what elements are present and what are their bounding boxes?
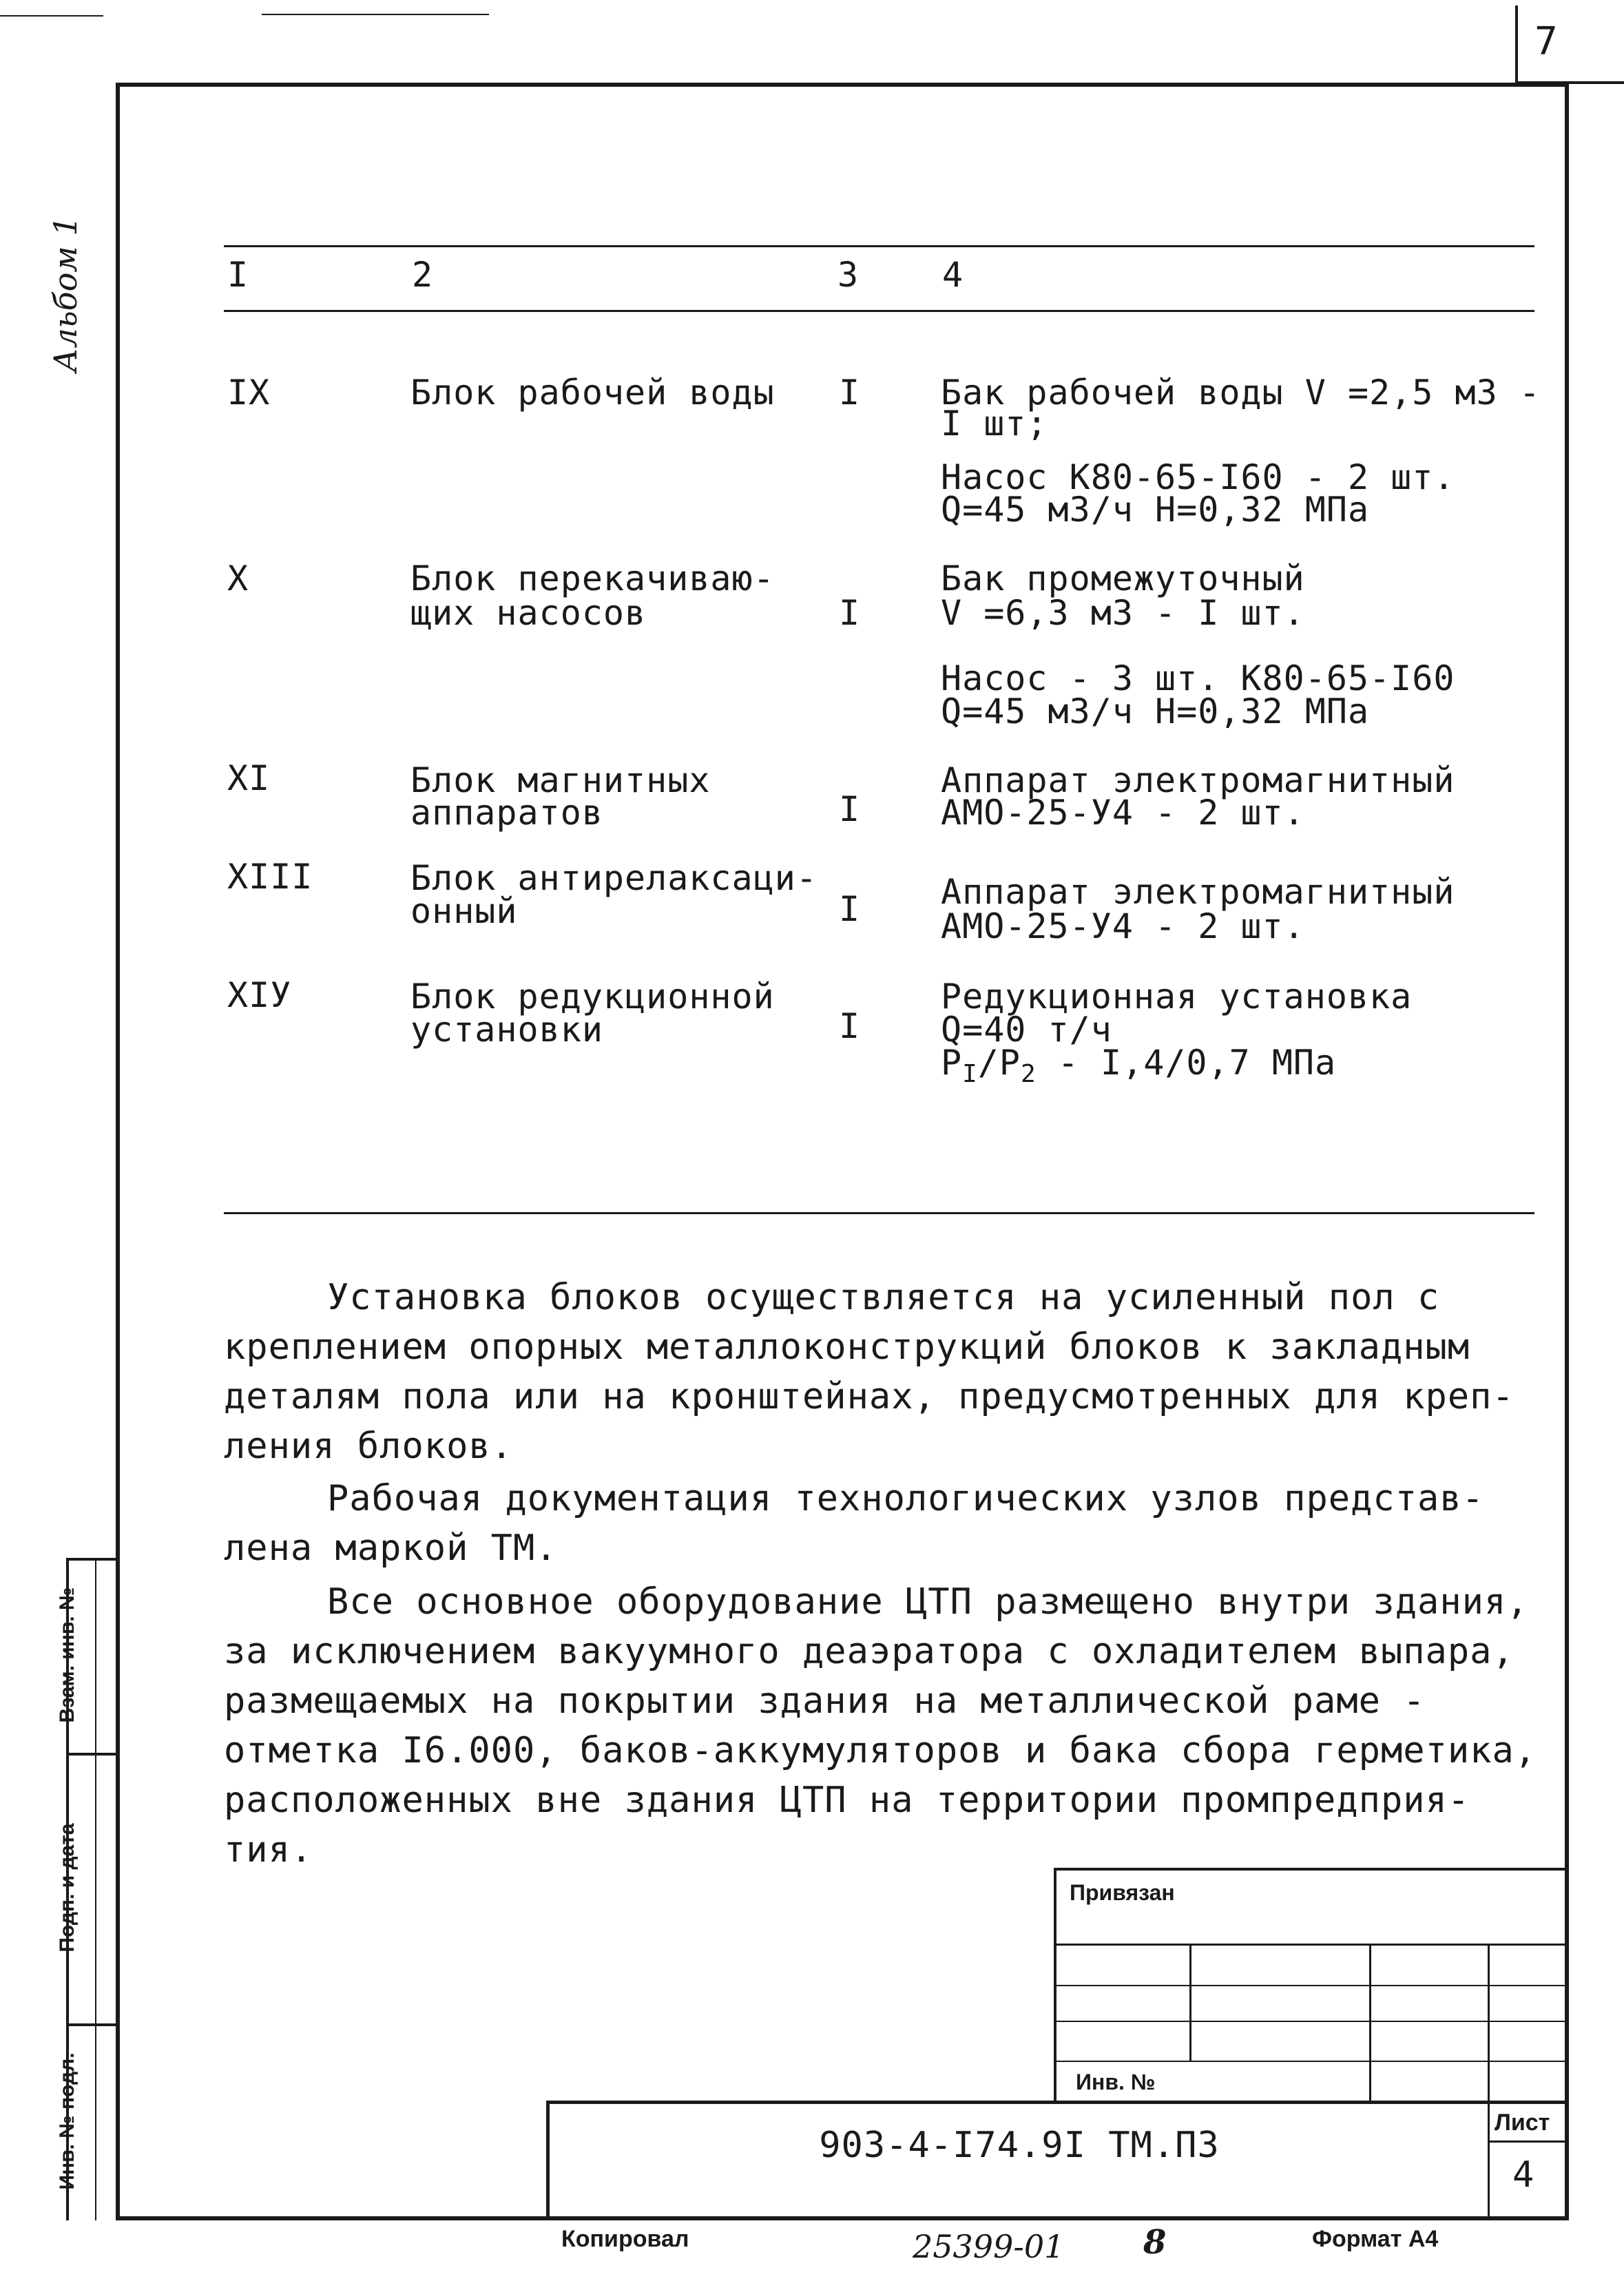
para-line: Все основное оборудование ЦТП размещено внутри здания, [327,1581,1529,1623]
footer-copied: Копировал [561,2226,689,2252]
scan-mark [0,15,103,17]
side-strip-divider [66,1753,118,1756]
row-qty: I [839,1006,861,1046]
row-spec: Насос - 3 шт. К80-65-I60 [941,658,1455,698]
para-line: деталям пола или на кронштейнах, предусмотренных для креп- [224,1376,1514,1417]
row-spec: Q=45 м3/ч Н=0,32 МПа [941,490,1370,530]
row-spec: Бак рабочей воды V =2,5 м3 - [941,373,1541,413]
row-name: Блок рабочей воды [410,373,775,413]
side-label-vzam: Взам. инв. № [56,1587,79,1723]
corner-box-left [1515,6,1518,85]
col-header-4: 4 [942,255,964,295]
frame-bottom [116,2216,1569,2220]
document-code: 903-4-I74.9I ТМ.ПЗ [819,2125,1220,2166]
footer-copy-number: 25399-01 [913,2228,1065,2265]
row-spec: V =6,3 м3 - I шт. [941,593,1305,633]
row-number: IX [227,373,271,413]
tb-row [1054,1944,1569,1946]
row-spec: АМО-25-У4 - 2 шт. [941,906,1305,946]
tb-col [1189,1944,1191,2062]
row-name: Блок редукционной [410,977,775,1017]
paragraph-1 [224,1273,1514,1471]
album-note: Альбом 1 [47,216,84,373]
row-spec-pressure: $Р_I/Р_2 - I,4/0,7$ МПа [941,1043,1337,1088]
para-line: креплением опорных металлоконструкций блоков к закладным [224,1326,1470,1368]
row-spec: Q=40 т/ч [941,1010,1112,1050]
row-spec: Аппарат электромагнитный [941,760,1455,800]
frame-right [1565,83,1569,2219]
col-header-1: I [227,255,249,295]
table-top-rule [224,245,1534,247]
paragraph-3 [224,1577,1537,1875]
tb-row [1054,2021,1569,2022]
para-line: Установка блоков осуществляется на усиленный пол с [327,1277,1440,1318]
row-name: Блок перекачиваю- [410,559,775,598]
side-strip-inner [95,1558,96,2220]
row-spec: Бак промежуточный [941,559,1305,598]
footer-format: Формат А4 [1312,2226,1439,2252]
inv-no-label: Инв. № [1076,2070,1156,2094]
row-qty: I [839,889,861,929]
sheet-box-divider [1488,2141,1569,2143]
tb-col [1488,1944,1490,2219]
row-number: XIII [227,857,313,897]
row-spec: I шт; [941,404,1048,444]
para-line: тия. [224,1829,313,1871]
para-line: расположенных вне здания ЦТП на территории промпредприя- [224,1780,1470,1821]
side-label-podp: Подп. и дата [56,1823,79,1952]
table-bottom-rule [224,1212,1534,1214]
table-header-rule [224,310,1534,312]
para-line: за исключением вакуумного деаэратора с охладителем выпара, [224,1631,1514,1672]
row-spec: АМО-25-У4 - 2 шт. [941,793,1305,833]
row-name: установки [410,1010,603,1050]
corner-sheet-number: 7 [1534,19,1559,64]
row-number: X [227,559,249,598]
row-spec: Насос К80-65-I60 - 2 шт. [941,457,1455,497]
sheet-number: 4 [1512,2154,1535,2196]
row-spec: Q=45 м3/ч Н=0,32 МПа [941,691,1370,731]
paragraph-2 [224,1474,1484,1573]
row-spec: Редукционная установка [941,977,1413,1017]
frame-left [116,83,120,2219]
side-strip-top [66,1558,118,1561]
row-name: онный [410,891,518,931]
para-line: отметка I6.000, баков-аккумуляторов и бака сбора герметика, [224,1730,1537,1771]
code-box-left [546,2101,550,2219]
row-qty: I [839,593,861,633]
tb-col [1369,1944,1371,2102]
row-name: аппаратов [410,793,603,833]
tb-top [1054,1868,1569,1871]
col-header-2: 2 [412,255,434,295]
footer-copy-page: 8 [1143,2223,1167,2262]
row-qty: I [839,373,861,413]
para-line: ления блоков. [224,1426,513,1467]
para-line: размещаемых на покрытии здания на металлической раме - [224,1680,1426,1722]
row-qty: I [839,789,861,829]
row-number: XI [227,758,271,798]
row-spec: Аппарат электромагнитный [941,872,1455,912]
side-label-inv-podl: Инв. № подл. [56,2052,79,2190]
para-line: лена маркой ТМ. [224,1528,558,1569]
privyazan-label: Привязан [1070,1880,1175,1905]
row-number: XIУ [227,975,292,1015]
frame-top [116,83,1569,87]
code-box-top [546,2101,1569,2104]
scan-mark [262,14,489,15]
row-name: Блок антирелаксаци- [410,858,818,898]
col-header-3: 3 [837,255,860,295]
row-name: щих насосов [410,593,647,633]
sheet-label: Лист [1495,2110,1550,2136]
tb-row [1054,2061,1569,2062]
tb-row [1054,1985,1569,1986]
row-name: Блок магнитных [410,760,711,800]
para-line: Рабочая документация технологических узлов представ- [327,1478,1484,1519]
